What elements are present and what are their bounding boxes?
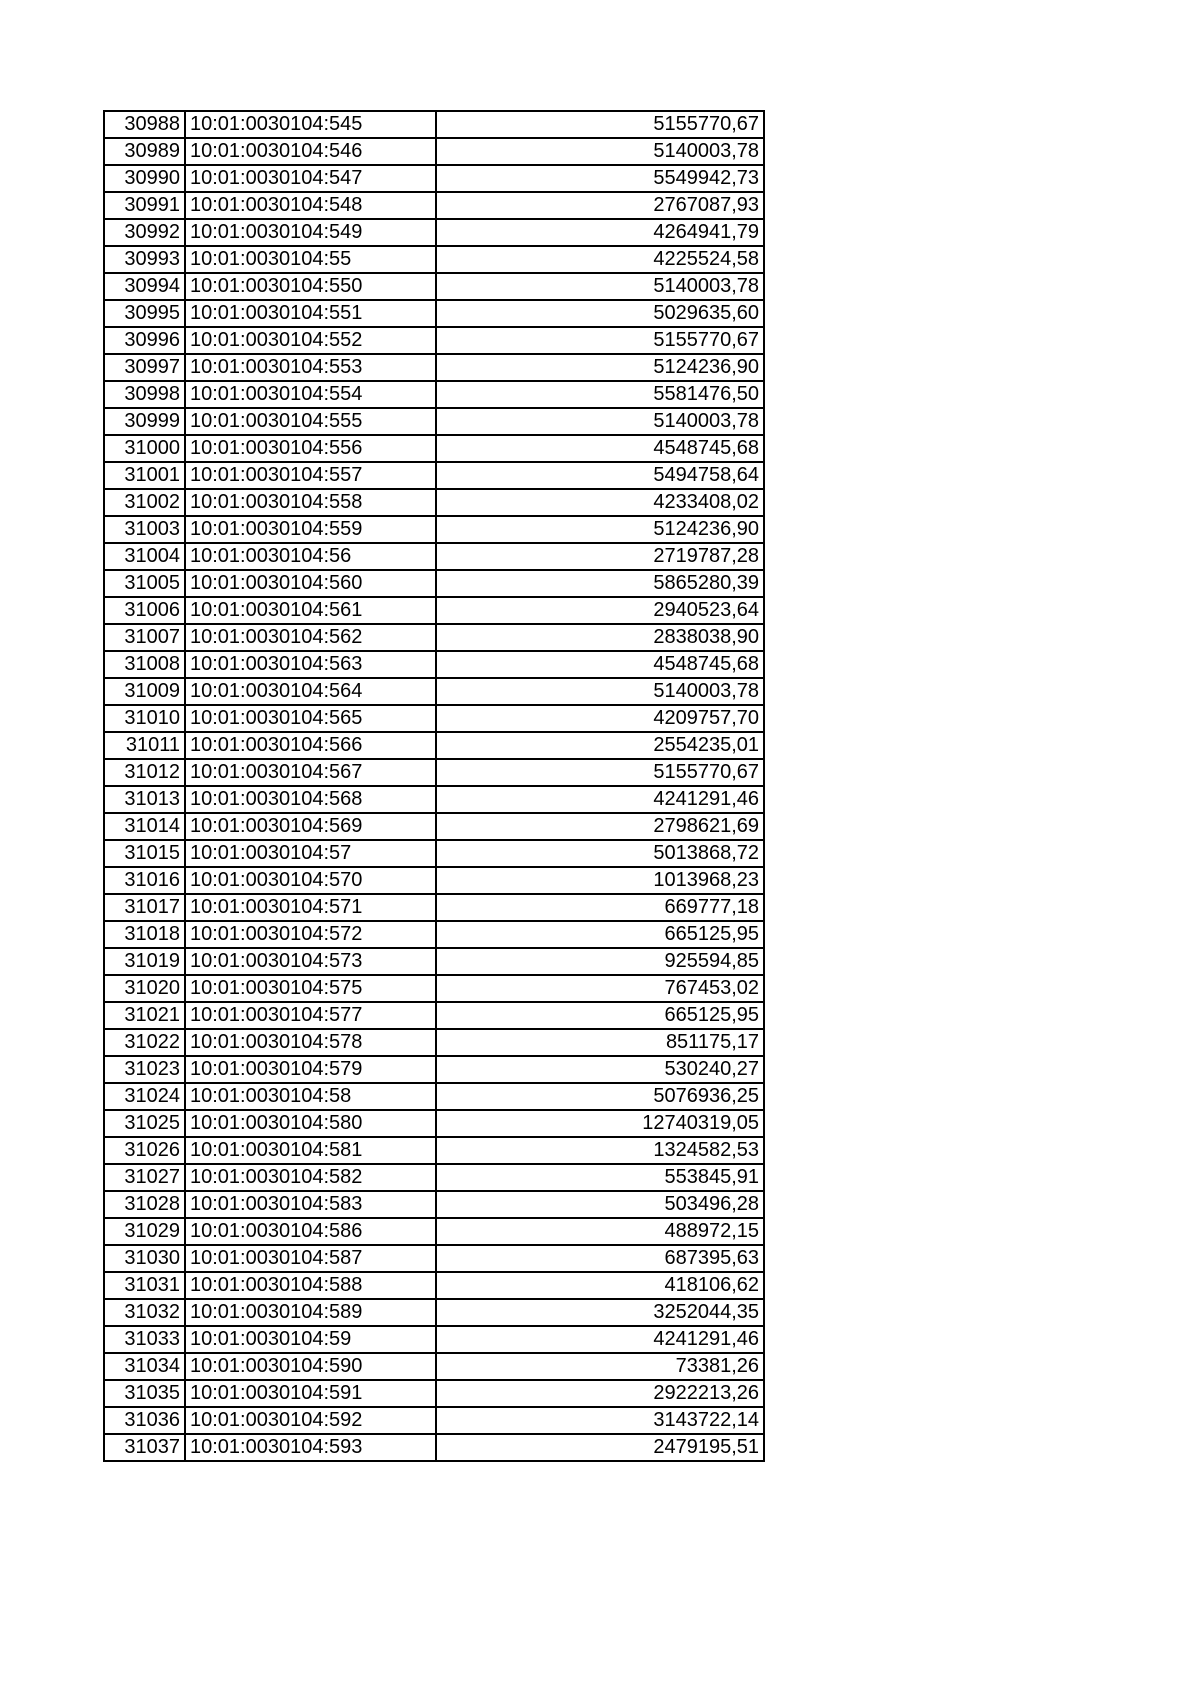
cadastral-value-cell: 418106,62 — [436, 1272, 764, 1299]
table-row — [104, 273, 764, 300]
row-number-cell: 31018 — [104, 921, 185, 948]
row-number-cell: 31033 — [104, 1326, 185, 1353]
cadastral-number-cell: 10:01:0030104:566 — [185, 732, 436, 759]
cadastral-number-cell: 10:01:0030104:572 — [185, 921, 436, 948]
cadastral-number-cell: 10:01:0030104:565 — [185, 705, 436, 732]
cadastral-number-cell: 10:01:0030104:567 — [185, 759, 436, 786]
table-row — [104, 1110, 764, 1137]
cadastral-value-cell: 5155770,67 — [436, 327, 764, 354]
table-row — [104, 1272, 764, 1299]
table-row — [104, 597, 764, 624]
row-number-cell: 31012 — [104, 759, 185, 786]
cadastral-value-cell: 530240,27 — [436, 1056, 764, 1083]
cadastral-number-cell: 10:01:0030104:556 — [185, 435, 436, 462]
cadastral-number-cell: 10:01:0030104:591 — [185, 1380, 436, 1407]
cadastral-value-cell: 5076936,25 — [436, 1083, 764, 1110]
cadastral-value-cell: 3252044,35 — [436, 1299, 764, 1326]
table-row — [104, 219, 764, 246]
row-number-cell: 31001 — [104, 462, 185, 489]
cadastral-value-cell: 2554235,01 — [436, 732, 764, 759]
cadastral-value-cell: 2922213,26 — [436, 1380, 764, 1407]
cadastral-value-cell: 5549942,73 — [436, 165, 764, 192]
table-row — [104, 1002, 764, 1029]
cadastral-value-cell: 767453,02 — [436, 975, 764, 1002]
table-row — [104, 921, 764, 948]
row-number-cell: 31016 — [104, 867, 185, 894]
cadastral-number-cell: 10:01:0030104:577 — [185, 1002, 436, 1029]
row-number-cell: 31027 — [104, 1164, 185, 1191]
cadastral-value-cell: 687395,63 — [436, 1245, 764, 1272]
cadastral-value-cell: 4548745,68 — [436, 435, 764, 462]
cadastral-value-cell: 5155770,67 — [436, 759, 764, 786]
cadastral-value-cell: 12740319,05 — [436, 1110, 764, 1137]
row-number-cell: 30993 — [104, 246, 185, 273]
cadastral-number-cell: 10:01:0030104:588 — [185, 1272, 436, 1299]
row-number-cell: 31006 — [104, 597, 185, 624]
row-number-cell: 31002 — [104, 489, 185, 516]
cadastral-number-cell: 10:01:0030104:575 — [185, 975, 436, 1002]
cadastral-number-cell: 10:01:0030104:573 — [185, 948, 436, 975]
cadastral-value-cell: 4264941,79 — [436, 219, 764, 246]
table-row — [104, 678, 764, 705]
cadastral-number-cell: 10:01:0030104:555 — [185, 408, 436, 435]
row-number-cell: 31013 — [104, 786, 185, 813]
table-row — [104, 1326, 764, 1353]
table-row — [104, 840, 764, 867]
row-number-cell: 31034 — [104, 1353, 185, 1380]
cadastral-value-cell: 553845,91 — [436, 1164, 764, 1191]
cadastral-number-cell: 10:01:0030104:562 — [185, 624, 436, 651]
cadastral-number-cell: 10:01:0030104:580 — [185, 1110, 436, 1137]
cadastral-number-cell: 10:01:0030104:560 — [185, 570, 436, 597]
cadastral-number-cell: 10:01:0030104:557 — [185, 462, 436, 489]
table-row — [104, 1353, 764, 1380]
table-row — [104, 246, 764, 273]
cadastral-number-cell: 10:01:0030104:570 — [185, 867, 436, 894]
cadastral-value-cell: 5155770,67 — [436, 111, 764, 138]
row-number-cell: 31015 — [104, 840, 185, 867]
row-number-cell: 30989 — [104, 138, 185, 165]
table-row — [104, 570, 764, 597]
table-row — [104, 624, 764, 651]
row-number-cell: 31011 — [104, 732, 185, 759]
table-row — [104, 975, 764, 1002]
cadastral-value-cell: 665125,95 — [436, 1002, 764, 1029]
row-number-cell: 31037 — [104, 1434, 185, 1461]
cadastral-value-cell: 2798621,69 — [436, 813, 764, 840]
cadastral-value-cell: 5124236,90 — [436, 516, 764, 543]
cadastral-value-cell: 2767087,93 — [436, 192, 764, 219]
row-number-cell: 31004 — [104, 543, 185, 570]
cadastral-value-cell: 2940523,64 — [436, 597, 764, 624]
row-number-cell: 31036 — [104, 1407, 185, 1434]
cadastral-value-cell: 925594,85 — [436, 948, 764, 975]
table-body — [104, 111, 764, 1461]
table-row — [104, 408, 764, 435]
cadastral-value-cell: 4225524,58 — [436, 246, 764, 273]
cadastral-value-cell: 2719787,28 — [436, 543, 764, 570]
row-number-cell: 31030 — [104, 1245, 185, 1272]
table-row — [104, 300, 764, 327]
row-number-cell: 31029 — [104, 1218, 185, 1245]
table-row — [104, 1164, 764, 1191]
cadastral-value-cell: 5140003,78 — [436, 273, 764, 300]
table-row — [104, 651, 764, 678]
table-row — [104, 813, 764, 840]
cadastral-number-cell: 10:01:0030104:586 — [185, 1218, 436, 1245]
table-row — [104, 165, 764, 192]
table-row — [104, 1137, 764, 1164]
row-number-cell: 30996 — [104, 327, 185, 354]
row-number-cell: 31026 — [104, 1137, 185, 1164]
cadastral-value-cell: 5013868,72 — [436, 840, 764, 867]
table-row — [104, 138, 764, 165]
cadastral-value-cell: 2479195,51 — [436, 1434, 764, 1461]
row-number-cell: 30998 — [104, 381, 185, 408]
cadastral-value-cell: 5140003,78 — [436, 678, 764, 705]
table-row — [104, 786, 764, 813]
cadastral-value-cell: 5494758,64 — [436, 462, 764, 489]
table-row — [104, 192, 764, 219]
row-number-cell: 31007 — [104, 624, 185, 651]
row-number-cell: 30990 — [104, 165, 185, 192]
row-number-cell: 30992 — [104, 219, 185, 246]
row-number-cell: 31023 — [104, 1056, 185, 1083]
table-row — [104, 327, 764, 354]
row-number-cell: 31017 — [104, 894, 185, 921]
row-number-cell: 31010 — [104, 705, 185, 732]
cadastral-number-cell: 10:01:0030104:581 — [185, 1137, 436, 1164]
cadastral-number-cell: 10:01:0030104:579 — [185, 1056, 436, 1083]
cadastral-value-cell: 4233408,02 — [436, 489, 764, 516]
cadastral-number-cell: 10:01:0030104:568 — [185, 786, 436, 813]
table-row — [104, 516, 764, 543]
table-row — [104, 462, 764, 489]
table-row — [104, 1407, 764, 1434]
cadastral-number-cell: 10:01:0030104:590 — [185, 1353, 436, 1380]
row-number-cell: 31008 — [104, 651, 185, 678]
row-number-cell: 30994 — [104, 273, 185, 300]
cadastral-number-cell: 10:01:0030104:571 — [185, 894, 436, 921]
table-row — [104, 1380, 764, 1407]
cadastral-value-cell: 5140003,78 — [436, 138, 764, 165]
table-row — [104, 1299, 764, 1326]
cadastral-number-cell: 10:01:0030104:578 — [185, 1029, 436, 1056]
cadastral-value-cell: 4209757,70 — [436, 705, 764, 732]
cadastral-value-cell: 3143722,14 — [436, 1407, 764, 1434]
row-number-cell: 30999 — [104, 408, 185, 435]
row-number-cell: 31020 — [104, 975, 185, 1002]
row-number-cell: 31000 — [104, 435, 185, 462]
row-number-cell: 31021 — [104, 1002, 185, 1029]
cadastre-value-table — [103, 110, 765, 1462]
cadastral-value-cell: 5865280,39 — [436, 570, 764, 597]
row-number-cell: 31005 — [104, 570, 185, 597]
row-number-cell: 31019 — [104, 948, 185, 975]
cadastral-value-cell: 2838038,90 — [436, 624, 764, 651]
cadastral-number-cell: 10:01:0030104:592 — [185, 1407, 436, 1434]
table-row — [104, 1218, 764, 1245]
table-row — [104, 948, 764, 975]
row-number-cell: 30988 — [104, 111, 185, 138]
table-row — [104, 1434, 764, 1461]
table-row — [104, 705, 764, 732]
cadastral-number-cell: 10:01:0030104:582 — [185, 1164, 436, 1191]
cadastral-value-cell: 5029635,60 — [436, 300, 764, 327]
cadastral-number-cell: 10:01:0030104:546 — [185, 138, 436, 165]
cadastral-number-cell: 10:01:0030104:583 — [185, 1191, 436, 1218]
cadastral-value-cell: 5581476,50 — [436, 381, 764, 408]
cadastral-number-cell: 10:01:0030104:550 — [185, 273, 436, 300]
row-number-cell: 30991 — [104, 192, 185, 219]
row-number-cell: 31003 — [104, 516, 185, 543]
table-row — [104, 759, 764, 786]
row-number-cell: 30997 — [104, 354, 185, 381]
table-row — [104, 894, 764, 921]
row-number-cell: 31025 — [104, 1110, 185, 1137]
table-row — [104, 111, 764, 138]
row-number-cell: 30995 — [104, 300, 185, 327]
table-row — [104, 1083, 764, 1110]
row-number-cell: 31035 — [104, 1380, 185, 1407]
cadastral-number-cell: 10:01:0030104:56 — [185, 543, 436, 570]
cadastral-value-cell: 1324582,53 — [436, 1137, 764, 1164]
row-number-cell: 31009 — [104, 678, 185, 705]
cadastral-number-cell: 10:01:0030104:57 — [185, 840, 436, 867]
table-row — [104, 543, 764, 570]
cadastral-value-cell: 665125,95 — [436, 921, 764, 948]
cadastral-number-cell: 10:01:0030104:553 — [185, 354, 436, 381]
table-row — [104, 489, 764, 516]
cadastral-number-cell: 10:01:0030104:549 — [185, 219, 436, 246]
cadastral-number-cell: 10:01:0030104:58 — [185, 1083, 436, 1110]
row-number-cell: 31032 — [104, 1299, 185, 1326]
row-number-cell: 31022 — [104, 1029, 185, 1056]
row-number-cell: 31024 — [104, 1083, 185, 1110]
cadastral-number-cell: 10:01:0030104:558 — [185, 489, 436, 516]
cadastral-value-cell: 1013968,23 — [436, 867, 764, 894]
cadastral-value-cell: 503496,28 — [436, 1191, 764, 1218]
table-row — [104, 381, 764, 408]
cadastral-number-cell: 10:01:0030104:589 — [185, 1299, 436, 1326]
cadastral-number-cell: 10:01:0030104:59 — [185, 1326, 436, 1353]
cadastral-value-cell: 669777,18 — [436, 894, 764, 921]
cadastral-number-cell: 10:01:0030104:552 — [185, 327, 436, 354]
table-row — [104, 435, 764, 462]
cadastral-value-cell: 4241291,46 — [436, 786, 764, 813]
cadastral-number-cell: 10:01:0030104:563 — [185, 651, 436, 678]
cadastral-value-cell: 73381,26 — [436, 1353, 764, 1380]
cadastral-number-cell: 10:01:0030104:587 — [185, 1245, 436, 1272]
cadastral-number-cell: 10:01:0030104:593 — [185, 1434, 436, 1461]
table-row — [104, 1191, 764, 1218]
cadastral-value-cell: 4548745,68 — [436, 651, 764, 678]
cadastral-number-cell: 10:01:0030104:548 — [185, 192, 436, 219]
cadastral-number-cell: 10:01:0030104:551 — [185, 300, 436, 327]
cadastral-number-cell: 10:01:0030104:561 — [185, 597, 436, 624]
cadastral-number-cell: 10:01:0030104:569 — [185, 813, 436, 840]
row-number-cell: 31014 — [104, 813, 185, 840]
table-row — [104, 867, 764, 894]
cadastral-value-cell: 4241291,46 — [436, 1326, 764, 1353]
cadastral-value-cell: 5124236,90 — [436, 354, 764, 381]
table-row — [104, 1245, 764, 1272]
cadastral-number-cell: 10:01:0030104:55 — [185, 246, 436, 273]
cadastral-value-cell: 488972,15 — [436, 1218, 764, 1245]
cadastral-number-cell: 10:01:0030104:547 — [185, 165, 436, 192]
cadastral-number-cell: 10:01:0030104:559 — [185, 516, 436, 543]
cadastral-number-cell: 10:01:0030104:564 — [185, 678, 436, 705]
table-row — [104, 732, 764, 759]
row-number-cell: 31031 — [104, 1272, 185, 1299]
cadastral-value-cell: 851175,17 — [436, 1029, 764, 1056]
cadastral-value-cell: 5140003,78 — [436, 408, 764, 435]
cadastral-number-cell: 10:01:0030104:545 — [185, 111, 436, 138]
table-row — [104, 1056, 764, 1083]
table-row — [104, 354, 764, 381]
table-row — [104, 1029, 764, 1056]
cadastral-number-cell: 10:01:0030104:554 — [185, 381, 436, 408]
row-number-cell: 31028 — [104, 1191, 185, 1218]
